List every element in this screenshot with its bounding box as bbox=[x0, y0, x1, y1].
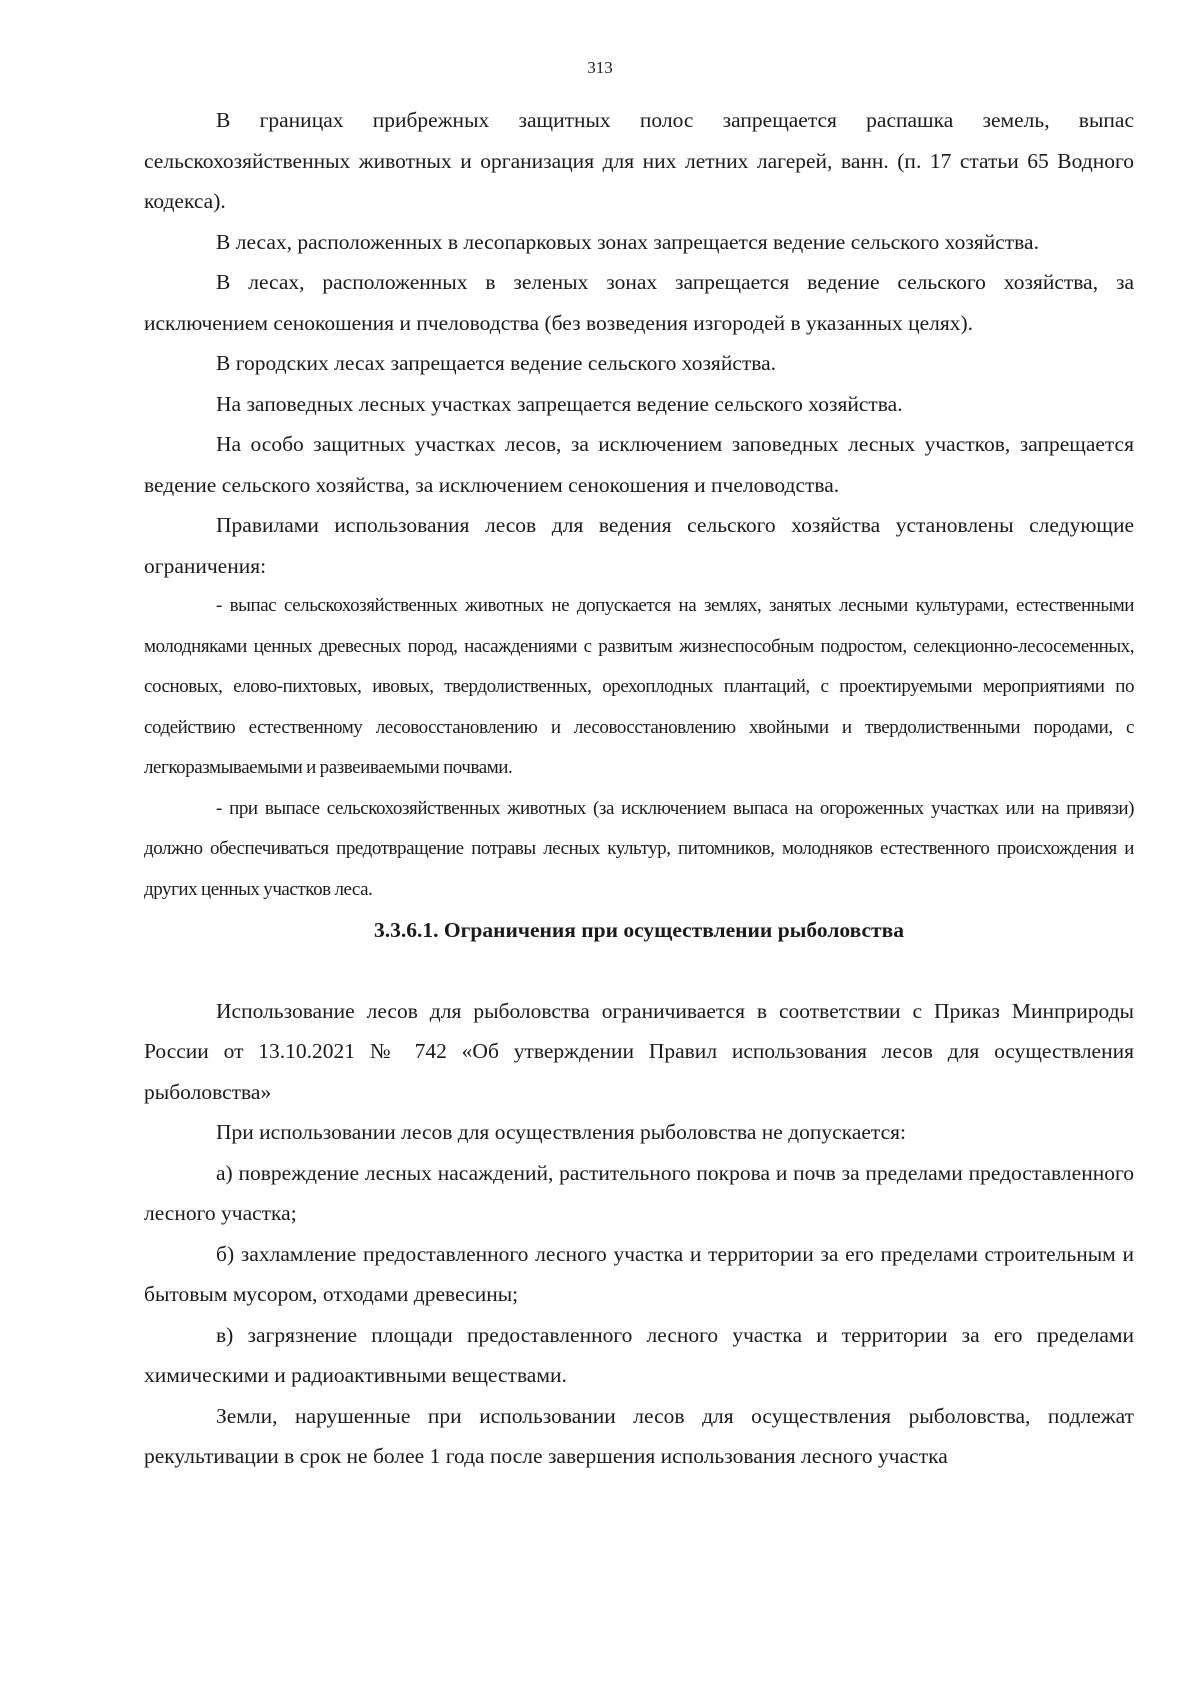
paragraph-fishing-not-allowed: При использовании лесов для осуществления рыболовства не допускается: bbox=[216, 1120, 906, 1144]
paragraph-reclamation: Земли, нарушенные при использовании лесов для осуществления рыболовства, подлежат рекультивации в срок не более 1 года после завершения использования лесного участка bbox=[144, 1403, 1134, 1468]
paragraph-coastal-strips: В границах прибрежных защитных полос запрещается распашка земель, выпас сельскохозяйственных животных и организация для них летних лагерей, ванн. (п. 17 статьи 65 Водного кодекса). bbox=[144, 108, 1134, 213]
document-body bbox=[144, 100, 1134, 1477]
paragraph-urban-forests: В городских лесах запрещается ведение сельского хозяйства. bbox=[216, 351, 777, 375]
restriction-grazing-prevention: - при выпасе сельскохозяйственных животных (за исключением выпаса на огороженных участках или на привязи) должно обеспечиваться предотвращение потравы лесных культур, питомников, молодняков естественного происхождения и других ценных участков леса. bbox=[144, 797, 1134, 900]
paragraph-forest-park-zones: В лесах, расположенных в лесопарковых зонах запрещается ведение сельского хозяйства. bbox=[216, 229, 1039, 254]
list-item-a: а) повреждение лесных насаждений, растительного покрова и почв за пределами предоставленного лесного участка; bbox=[144, 1160, 1134, 1225]
paragraph-green-zones: В лесах, расположенных в зеленых зонах запрещается ведение сельского хозяйства, за исключением сенокошения и пчеловодства (без возведения изгородей в указанных целях). bbox=[144, 270, 1134, 335]
paragraph-fishing-order: Использование лесов для рыболовства ограничивается в соответствии с Приказ Минприроды России от 13.10.2021 № 742 «Об утверждении Правил использования лесов для осуществления рыболовства» bbox=[144, 998, 1134, 1104]
restriction-grazing-lands: - выпас сельскохозяйственных животных не допускается на землях, занятых лесными культурами, естественными молодняками ценных древесных пород, насаждениями с развитым жизнеспособным подростом, селекционно-лесосеменных, сосновых, елово-пихтовых, ивовых, твердолиственных, орехоплодных плантаций, с проектируемыми мероприятиями по содействию естественному лесовосстановлению и лесовосстановлению хвойными и твердолиственными породами, с легкоразмываемыми и развеиваемыми почвами. bbox=[144, 595, 1134, 778]
paragraph-reserved-plots: На заповедных лесных участках запрещается ведение сельского хозяйства. bbox=[216, 391, 903, 416]
paragraph-protective-plots: На особо защитных участках лесов, за исключением заповедных лесных участков, запрещается ведение сельского хозяйства, за исключением сенокошения и пчеловодства. bbox=[144, 432, 1134, 497]
list-item-b: б) захламление предоставленного лесного участка и территории за его пределами строительным и бытовым мусором, отходами древесины; bbox=[144, 1241, 1134, 1306]
paragraph-rules-intro: Правилами использования лесов для ведения сельского хозяйства установлены следующие ограничения: bbox=[144, 513, 1134, 578]
section-heading: 3.3.6.1. Ограничения при осуществлении рыболовства bbox=[374, 918, 904, 942]
page-number: 313 bbox=[587, 58, 613, 77]
list-item-c: в) загрязнение площади предоставленного лесного участка и территории за его пределами химическими и радиоактивными веществами. bbox=[144, 1322, 1134, 1387]
